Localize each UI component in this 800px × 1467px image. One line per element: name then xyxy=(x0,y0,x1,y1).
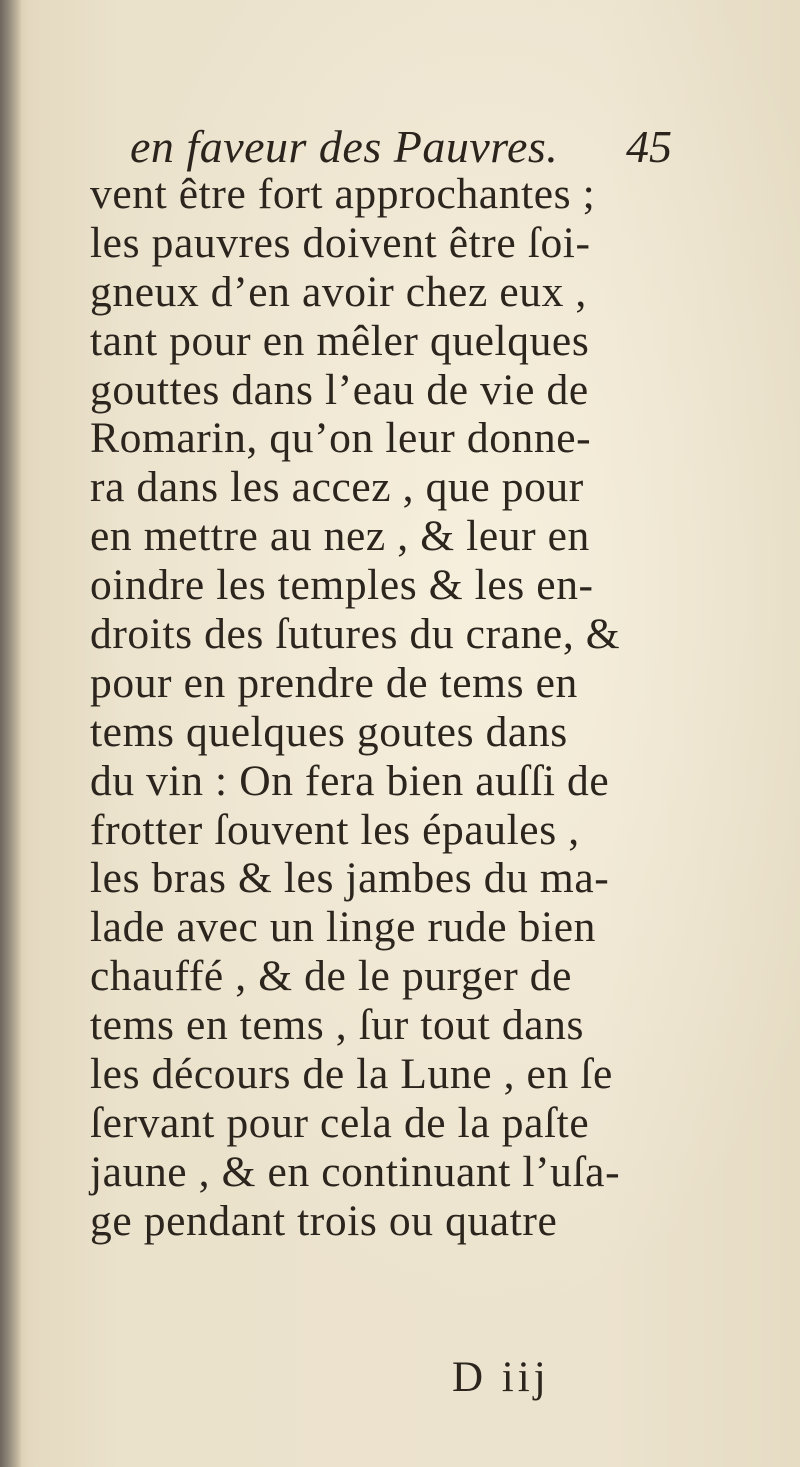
text-line: gneux d’en avoir chez eux , xyxy=(90,267,587,316)
text-line: ſervant pour cela de la paſte xyxy=(90,1098,590,1147)
page-number: 45 xyxy=(626,121,672,172)
body-text xyxy=(90,170,710,1246)
text-line: tems en tems , ſur tout dans xyxy=(90,1001,585,1050)
text-line: tems quelques goutes dans xyxy=(90,707,568,756)
text-line: les bras & les jambes du ma- xyxy=(90,854,610,903)
text-line: pour en prendre de tems en xyxy=(90,658,578,707)
text-line: Romarin, qu’on leur donne- xyxy=(90,414,592,463)
text-line: chauffé , & de le purger de xyxy=(90,952,573,1001)
text-line: gouttes dans l’eau de vie de xyxy=(90,365,589,414)
text-line: ge pendant trois ou quatre xyxy=(90,1196,558,1245)
text-line: du vin : On fera bien auſſi de xyxy=(90,756,610,805)
running-head: en faveur des Pauvres. xyxy=(130,121,559,172)
page-binding-edge xyxy=(0,0,22,1467)
page-header xyxy=(0,118,800,178)
text-line: jaune , & en continuant l’uſa- xyxy=(90,1147,621,1196)
text-line: lade avec un linge rude bien xyxy=(90,903,596,952)
text-line: ra dans les accez , que pour xyxy=(90,463,584,512)
text-line: tant pour en mêler quelques xyxy=(90,316,590,365)
text-line: frotter ſouvent les épaules , xyxy=(90,805,580,854)
text-line: droits des ſutures du crane, & xyxy=(90,610,621,659)
text-line: les pauvres doivent être ſoi- xyxy=(90,218,591,267)
text-line: oindre les temples & les en- xyxy=(90,561,594,610)
signature-mark: D iij xyxy=(452,1354,550,1401)
text-line: en mettre au nez , & leur en xyxy=(90,512,590,561)
text-line: les décours de la Lune , en ſe xyxy=(90,1050,613,1099)
text-line: vent être fort approchantes ; xyxy=(90,170,596,218)
